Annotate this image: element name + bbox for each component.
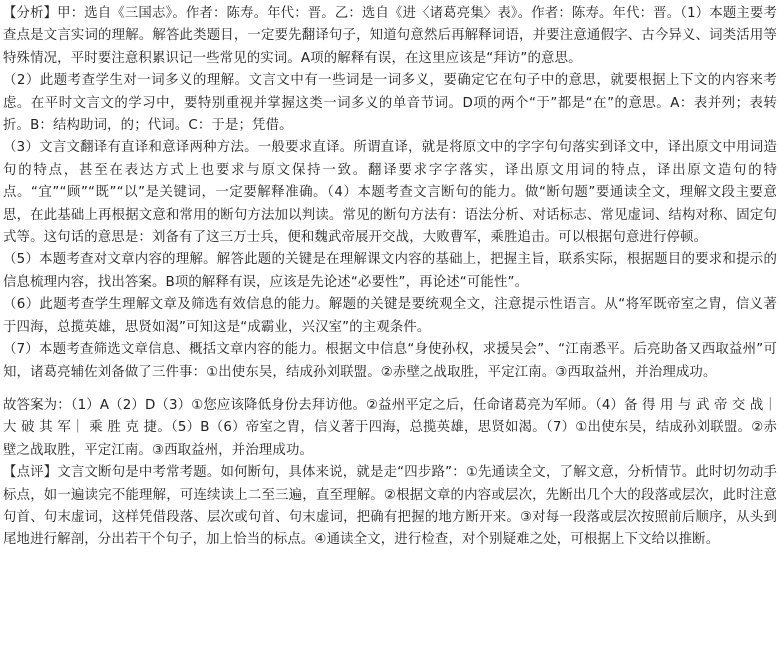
analysis-paragraph-4: （5）本题考查对文章内容的理解。解答此题的关键是在理解课文内容的基础上，把握主旨，联系实际，根据题目的要求和提示的信息梳理内容，找出答案。B项的解释有误，应该是先论述“必要性”，再论述“可能性”。	[3, 252, 777, 290]
comment-paragraph: 【点评】文言文断句是中考常考题。如何断句，具体来说，就是走“四步路”：①先通读全文，了解文意，分析情节。此时切勿动手标点，如一遍读完不能理解，可连续读上二至三遍，直至理解。②根据文章的内容或层次，先断出几个大的段落或层次，此时注意句首、句末虚词，这样凭借段落、层次或句首、句末虚词，把确有把握的地方断开来。③对每一段落或层次按照前后顺序，从头到尾地进行解剖，分出若干个句子，加上恰当的标点。④通读全文，进行检查，对个别疑难之处，可根据上下文给以推断。	[3, 465, 777, 548]
analysis-paragraph-1: 【分析】甲：选自《三国志》。作者：陈寿。年代：晋。乙：选自《进〈诸葛亮集〉表》。作者：陈寿。年代：晋。（1）本题主要考查点是文言实词的理解。解答此类题目，一定要先翻译句子，知道句意然后再解释词语，并要注意通假字、古今异义、词类活用等特殊情况，平时要注意积累识记一些常见的实词。A项的解释有误，在这里应该是“拜访”的意思。	[3, 6, 777, 66]
analysis-paragraph-2: （2）此题考查学生对一词多义的理解。文言文中有一些词是一词多义，要确定它在句子中的意思，就要根据上下文的内容来考虑。在平时文言文的学习中，要特别重视并掌握这类一词多义的单音节词。D项的两个“于”都是“在”的意思。A：表并列；表转折。B：结构助词，的；代词。C：于是；凭借。	[3, 73, 777, 134]
analysis-paragraph-3: （3）文言文翻译有直译和意译两种方法。一般要求直译。所谓直译，就是将原文中的字字句句落实到译文中，译出原文中用词造句的特点，甚至在表达方式上也要求与原文保持一致。翻译要求字字落实，译出原文用词的特点，译出原文造句的特点。“宜”“顾”“既”“以”是关键词，一定要解释准确。（4）本题考查文言断句的能力。做“断句题”要通读全文，理解文段主要意思，在此基础上再根据文意和常用的断句方法加以判读。常见的断句方法有：语法分析、对话标志、常见虚词、结构对称、固定句式等。这句话的意思是：刘备有了这三万士兵，便和魏武帝展开交战，大败曹军，乘胜追击。可以根据句意进行停顿。	[3, 140, 777, 246]
analysis-paragraph-5: （6）此题考查学生理解文章及筛选有效信息的能力。解题的关键是要统观全文，注意提示性语言。从“将军既帝室之胄，信义著于四海，总揽英雄，思贤如渴”可知这是“成霸业，兴汉室”的主观条件。	[3, 297, 777, 335]
answer-paragraph: 故答案为：（1）A（2）D（3）①您应该降低身份去拜访他。②益州平定之后，任命诸葛亮为军师。（4）备 得 用 与 武 帝 交 战｜ 大 破 其 军｜ 乘 胜 克 捷。（5）B（6）帝室之胄，信义著于四海，总揽英雄，思贤如渴。（7）①出使东吴，结成孙刘联盟。②赤壁之战取胜，平定江南。③西取益州，并治理成功。	[3, 397, 777, 458]
analysis-paragraph-6: （7）本题考查筛选文章信息、概括文章内容的能力。根据文中信息“身使孙权，求援吴会”、“江南悉平。后亮助备又西取益州”可知，诸葛亮辅佐刘备做了三件事：①出使东吴，结成孙刘联盟。②赤壁之战取胜，平定江南。③西取益州，并治理成功。	[3, 342, 777, 380]
section-spacer	[3, 384, 777, 395]
